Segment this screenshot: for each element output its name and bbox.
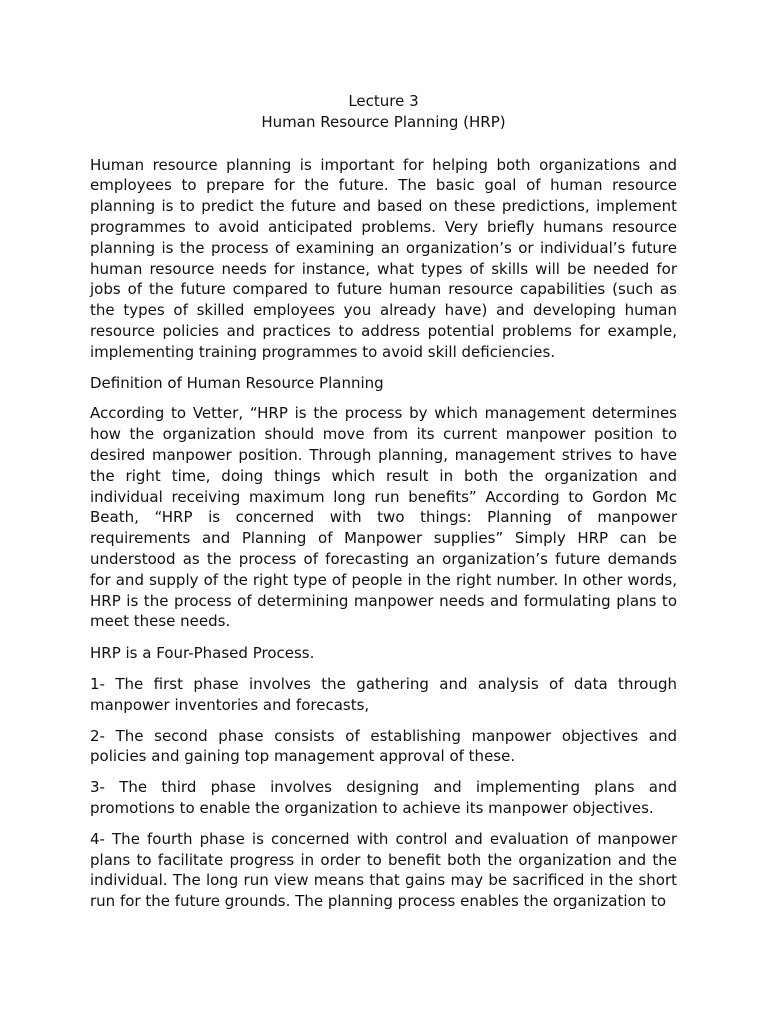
document-subtitle: Human Resource Planning (HRP) [261, 112, 506, 131]
definition-paragraph: According to Vetter, “HRP is the process by which management determines how the organization should move from its current manpower position to desired manpower position. Through planning, management strives to have the right time, doing things which result in both the organization and individual receiving maximum long run benefits” According to Gordon Mc Beath, “HRP is concerned with two things: Planning of manpower requirements and Planning of Manpower supplies” Simply HRP can be understood as the process of forecasting an organization’s future demands for and supply of the right type of people in the right number. In other words, HRP is the process of determining manpower needs and formulating plans to meet these needs. [90, 404, 677, 631]
phase-item-3: 3- The third phase involves designing and implementing plans and promotions to enable the organization to achieve its manpower objectives. [90, 778, 677, 817]
phase-item-2: 2- The second phase consists of establishing manpower objectives and policies and gaining top management approval of these. [90, 726, 677, 766]
intro-paragraph: Human resource planning is important for helping both organizations and employees to prepare for the future. The basic goal of human resource planning is to predict the future and based on these predictions, implement programmes to avoid anticipated problems. Very briefly humans resource planning is the process of examining an organization’s or individual’s future human resource needs for instance, what types of skills will be needed for jobs of the future compared to future human resource capabilities (such as the types of skilled employees you already have) and developing human resource policies and practices to address potential problems for example, implementing training programmes to avoid skill deficiencies. [90, 155, 677, 361]
four-phase-heading: HRP is a Four-Phased Process. [90, 644, 315, 663]
phase-item-4: 4- The fourth phase is concerned with control and evaluation of manpower plans to facilitate progress in order to benefit both the organization and the individual. The long run view means that gains may be sacrificed in the short run for the future grounds. The planning process enables the organization to [90, 829, 677, 911]
phase-item-1: 1- The first phase involves the gathering and analysis of data through manpower inventories and forecasts, [90, 674, 677, 714]
document-page [90, 91, 677, 912]
document-title: Lecture 3 [348, 92, 419, 110]
definition-heading: Definition of Human Resource Planning [90, 373, 384, 392]
